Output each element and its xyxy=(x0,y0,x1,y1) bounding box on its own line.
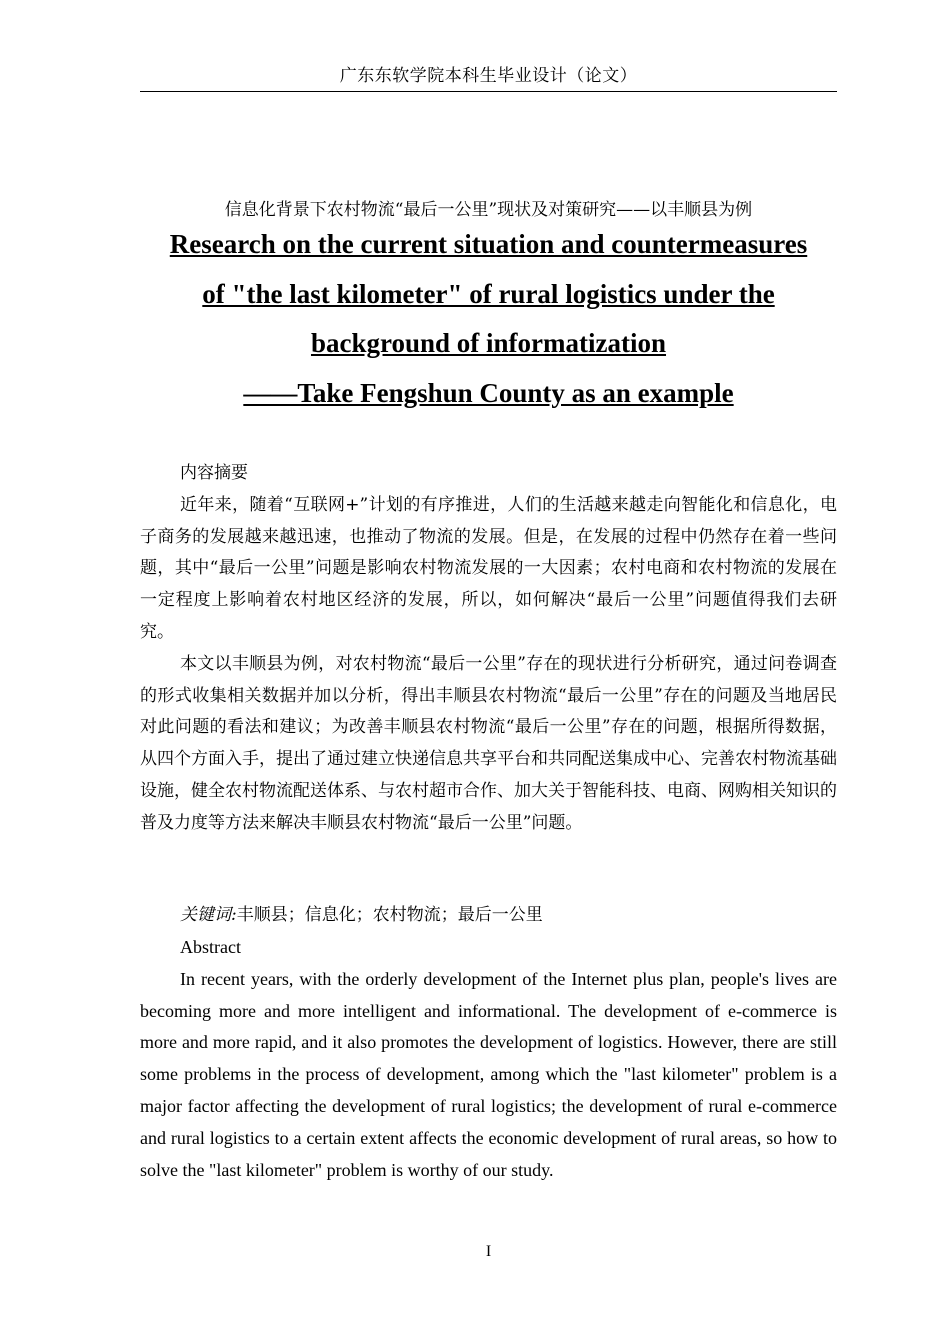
chinese-abstract-heading: 内容摘要 xyxy=(180,463,248,483)
keywords-label: 关键词: xyxy=(180,905,237,925)
english-title-line: Research on the current situation and countermeasures xyxy=(169,229,808,259)
chinese-abstract-paragraph: 本文以丰顺县为例，对农村物流“最后一公里”存在的现状进行分析研究，通过问卷调查的形式收集相关数据并加以分析，得出丰顺县农村物流“最后一公里”存在的问题及当地居民对此问题的看法和建议；为改善丰顺县农村物流“最后一公里”存在的问题，根据所得数据，从四个方面入手，提出了通过建立快递信息共享平台和共同配送集成中心、完善农村物流基础设施，健全农村物流配送体系、与农村超市合作、加大关于智能科技、电商、网购相关知识的普及力度等方法来解决丰顺县农村物流“最后一公里”问题。 xyxy=(140,653,837,833)
keywords-line xyxy=(180,900,543,931)
english-title-line: of "the last kilometer" of rural logistics under the xyxy=(202,278,775,309)
document-page xyxy=(140,0,837,1344)
page-header: 广东东软学院本科生毕业设计（论文） xyxy=(339,66,638,86)
english-title-line: background of informatization xyxy=(310,328,667,358)
english-title xyxy=(140,220,837,418)
english-abstract-heading: Abstract xyxy=(180,937,241,957)
chinese-abstract xyxy=(140,458,837,840)
english-title-line: ——Take Fengshun County as an example xyxy=(243,377,734,408)
english-abstract xyxy=(140,932,837,1186)
keywords-values: 丰顺县；信息化；农村物流；最后一公里 xyxy=(236,905,543,925)
page-number: I xyxy=(485,1243,492,1260)
header-divider xyxy=(140,91,837,92)
english-abstract-paragraph: In recent years, with the orderly development of the Internet plus plan, people's lives are becoming more and more intelligent and informational. The development of e-commerce is more and more rapid, and it also promotes the development of logistics. However, there are still some problems in the process of development, among which the "last kilometer" problem is a major factor affecting the development of rural logistics; the development of rural e-commerce and rural logistics to a certain extent affects the economic development of rural areas, so how to solve the "last kilometer" problem is worthy of our study. xyxy=(140,968,837,1180)
chinese-title: 信息化背景下农村物流“最后一公里”现状及对策研究——以丰顺县为例 xyxy=(224,200,753,220)
chinese-abstract-paragraph: 近年来，随着“互联网+”计划的有序推进，人们的生活越来越走向智能化和信息化，电子商务的发展越来越迅速，也推动了物流的发展。但是，在发展的过程中仍然存在着一些问题，其中“最后一公里”问题是影响农村物流发展的一大因素；农村电商和农村物流的发展在一定程度上影响着农村地区经济的发展，所以，如何解决“最后一公里”问题值得我们去研究。 xyxy=(140,494,837,642)
